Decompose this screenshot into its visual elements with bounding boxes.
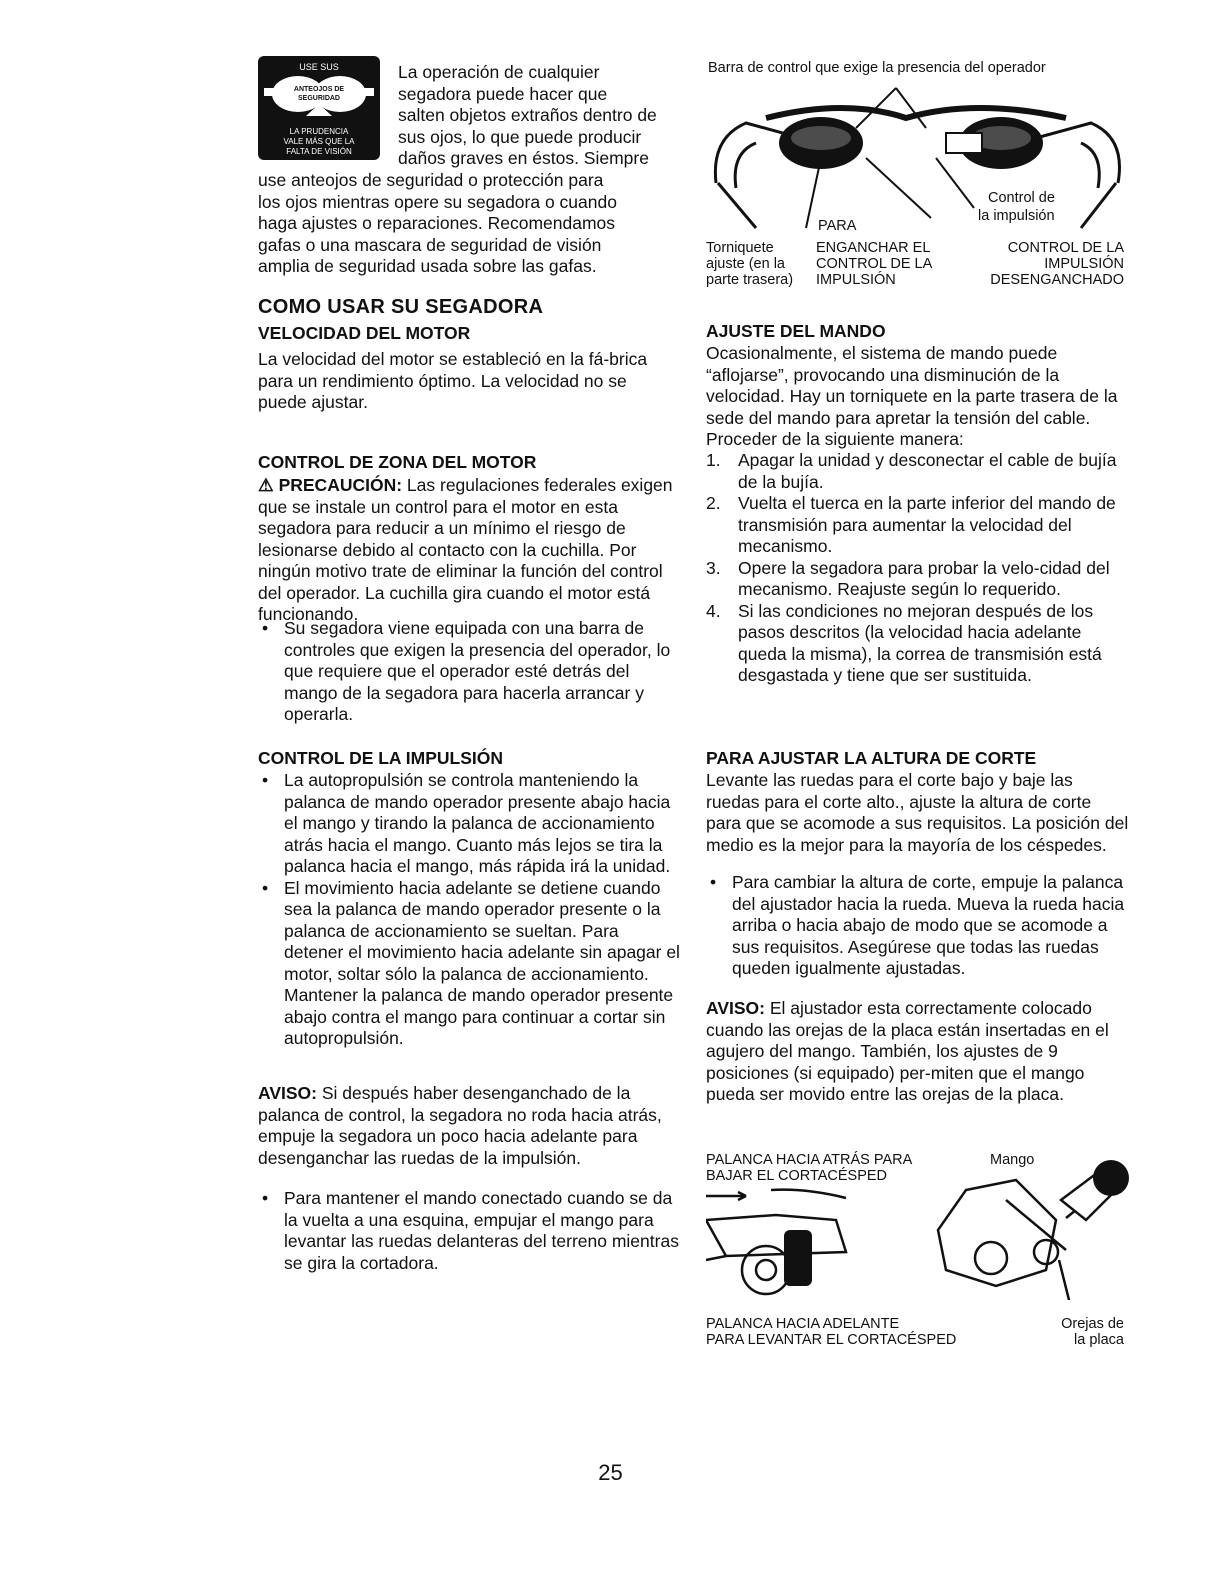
label-lever-back-1: PALANCA HACIA ATRÁS PARA bbox=[706, 1152, 913, 1168]
goggles-icon bbox=[258, 56, 380, 160]
adjust-heading: AJUSTE DEL MANDO bbox=[706, 321, 886, 341]
intro-line: La operación de cualquier bbox=[398, 62, 600, 82]
label-engage-3: IMPULSIÓN bbox=[816, 272, 896, 288]
svg-text:LA PRUDENCIA: LA PRUDENCIA bbox=[289, 127, 349, 136]
drive-bullet-list-2 bbox=[258, 1188, 680, 1274]
list-item: • La autopropulsión se controla manteniendo la palanca de mando operador presente abajo hacia el mango y tirando la palanca de accionamiento atrás hacia el mango. Cuanto más lejos se tira la palanca hacia el mango, más rápida irá la unidad. bbox=[258, 770, 680, 878]
label-disengaged-2: IMPULSIÓN bbox=[1044, 256, 1124, 272]
speed-text: La velocidad del motor se estableció en la fá-brica para un rendimiento óptimo. La velocidad no se puede ajustar. bbox=[258, 349, 648, 412]
caution-paragraph bbox=[258, 475, 680, 626]
intro-line: haga ajustes o reparaciones. Recomendamos bbox=[258, 213, 616, 233]
intro-line: amplia de seguridad usada sobre las gafas. bbox=[258, 256, 597, 276]
label-tourniquet-1: Torniquete bbox=[706, 240, 774, 256]
list-item: • Su segadora viene equipada con una barra de controles que exigen la presencia del operador, lo que requiere que el operador esté detrás del mango de la segadora para hacerla arrancar y operarla. bbox=[258, 618, 680, 726]
intro-paragraph-top bbox=[398, 62, 688, 170]
intro-line: salten objetos extraños dentro de bbox=[398, 105, 657, 125]
control-bar-illustration bbox=[706, 78, 1130, 258]
operator-control-figure bbox=[706, 56, 1130, 296]
height-text: Levante las ruedas para el corte bajo y baje las ruedas para el corte alto., ajuste la altura de corte para que se acomode a sus requisitos. La posición del medio es la mejor para la mayoría de los céspedes. bbox=[706, 770, 1129, 855]
svg-text:VALE MÁS QUE LA: VALE MÁS QUE LA bbox=[283, 137, 355, 146]
main-heading: COMO USAR SU SEGADORA bbox=[258, 296, 544, 318]
label-ears-1: Orejas de bbox=[1061, 1316, 1124, 1332]
zone-bullet-list bbox=[258, 618, 680, 726]
label-engage-2: CONTROL DE LA bbox=[816, 256, 933, 272]
label-engage-1: ENGANCHAR EL bbox=[816, 240, 931, 256]
label-ears-2: la placa bbox=[1074, 1332, 1124, 1348]
adjust-text: Ocasionalmente, el sistema de mando puede “aflojarse”, provocando una disminución de la velocidad. Hay un torniquete en la parte trasera de la sede del mando para apretar la tensión del cable. Proceder de la siguiente manera: bbox=[706, 343, 1118, 449]
label-disengaged-1: CONTROL DE LA bbox=[1007, 240, 1124, 256]
intro-line: segadora puede hacer que bbox=[398, 83, 608, 104]
label-impulsion: la impulsión bbox=[978, 208, 1055, 224]
label-control: Control de bbox=[988, 190, 1055, 206]
svg-text:ANTEOJOS DE: ANTEOJOS DE bbox=[293, 86, 345, 93]
label-lever-back-2: BAJAR EL CORTACÉSPED bbox=[706, 1168, 888, 1184]
label-lever-forward-1: PALANCA HACIA ADELANTE bbox=[706, 1316, 900, 1332]
label-tourniquet-3: parte trasera) bbox=[706, 272, 794, 288]
intro-line: gafas o una mascara de seguridad de visión bbox=[258, 234, 602, 255]
warning-icon: ⚠ bbox=[258, 475, 274, 495]
intro-line: los ojos mientras opere su segadora o cuando bbox=[258, 191, 617, 212]
caution-text: Las regulaciones federales exigen que se instale un control para el motor en esta segadora para reducir a un mínimo el riesgo de lesionarse debido al contacto con la cuchilla. Por ningún motivo trate de eliminar la función del control del operador. La cuchilla gira cuando el motor está funcionando. bbox=[258, 475, 673, 624]
intro-line: use anteojos de seguridad o protección para bbox=[258, 170, 604, 190]
adjust-steps bbox=[706, 450, 1130, 687]
height-bullet-list bbox=[706, 872, 1130, 980]
notice-text: Si después haber desenganchado de la palanca de control, la segadora no roda hacia atrás, empuje la segadora un poco hacia adelante para desenganchar las ruedas de la impulsión. bbox=[258, 1083, 662, 1168]
label-para: PARA bbox=[818, 218, 857, 234]
drive-bullet-list bbox=[258, 770, 680, 1050]
list-item: • Para mantener el mando conectado cuando se da la vuelta a una esquina, empujar el mango para levantar las ruedas delanteras del terreno mientras se gira la cortadora. bbox=[258, 1188, 680, 1274]
intro-line: daños graves en éstos. Siempre bbox=[398, 148, 649, 168]
list-item: 1. Apagar la unidad y desconectar el cable de bujía de la bujía. bbox=[706, 450, 1117, 492]
adjuster-illustration bbox=[706, 1160, 1130, 1300]
height-heading: PARA AJUSTAR LA ALTURA DE CORTE bbox=[706, 748, 1037, 768]
label-disengaged-3: DESENGANCHADO bbox=[990, 272, 1124, 288]
list-item: 2. Vuelta el tuerca en la parte inferior del mando de transmisión para aumentar la velocidad del mecanismo. bbox=[706, 493, 1116, 556]
list-item: 4. Si las condiciones no mejoran después de los pasos descritos (la velocidad hacia adelante queda la misma), la correa de transmisión está desgastada y tiene que ser sustituida. bbox=[706, 600, 1102, 685]
label-tourniquet-2: ajuste (en la bbox=[706, 256, 785, 272]
svg-text:USE SUS: USE SUS bbox=[299, 62, 339, 72]
svg-text:FALTA DE VISIÓN: FALTA DE VISIÓN bbox=[286, 147, 352, 156]
notice-label: AVISO: bbox=[258, 1083, 317, 1103]
label-lever-forward-2: PARA LEVANTAR EL CORTACÉSPED bbox=[706, 1332, 957, 1348]
notice-text: El ajustador esta correctamente colocado cuando las orejas de la placa están insertadas en el agujero del mango. También, los ajustes de 9 posiciones (si equipado) per-miten que el mango pueda ser movido entre las orejas de la placa. bbox=[706, 998, 1109, 1104]
svg-text:SEGURIDAD: SEGURIDAD bbox=[297, 95, 341, 102]
intro-paragraph-rest bbox=[258, 170, 688, 278]
list-item: • Para cambiar la altura de corte, empuje la palanca del ajustador hacia la rueda. Mueva la rueda hacia arriba o hacia abajo de modo que se acomode a sus requisitos. Asegúrese que todas las ruedas queden igualmente ajustadas. bbox=[706, 872, 1130, 980]
notice-label: AVISO: bbox=[706, 998, 765, 1018]
speed-heading: VELOCIDAD DEL MOTOR bbox=[258, 323, 471, 343]
zone-heading: CONTROL DE ZONA DEL MOTOR bbox=[258, 452, 537, 472]
list-item: • El movimiento hacia adelante se detiene cuando sea la palanca de mando operador presente o la palanca de accionamiento se sueltan. Para detener el movimiento hacia adelante sin apagar el motor, soltar sólo la palanca de accionamiento. Mantener la palanca de mando operador presente abajo contra el mango para continuar a cortar sin autopropulsión. bbox=[258, 878, 680, 1050]
drive-notice bbox=[258, 1083, 680, 1169]
list-item: 3. Opere la segadora para probar la velo-cidad del mecanismo. Reajuste según lo requerido. bbox=[706, 557, 1110, 599]
height-adjuster-figure bbox=[706, 1150, 1130, 1355]
drive-heading: CONTROL DE LA IMPULSIÓN bbox=[258, 748, 503, 768]
safety-goggles-badge bbox=[258, 56, 380, 160]
label-handle: Mango bbox=[990, 1152, 1035, 1168]
page-number: 25 bbox=[598, 1460, 623, 1485]
caution-label: PRECAUCIÓN: bbox=[278, 475, 403, 495]
intro-line: sus ojos, lo que puede producir bbox=[398, 126, 642, 147]
height-notice bbox=[706, 998, 1130, 1106]
figure-caption: Barra de control que exige la presencia del operador bbox=[708, 60, 1046, 76]
